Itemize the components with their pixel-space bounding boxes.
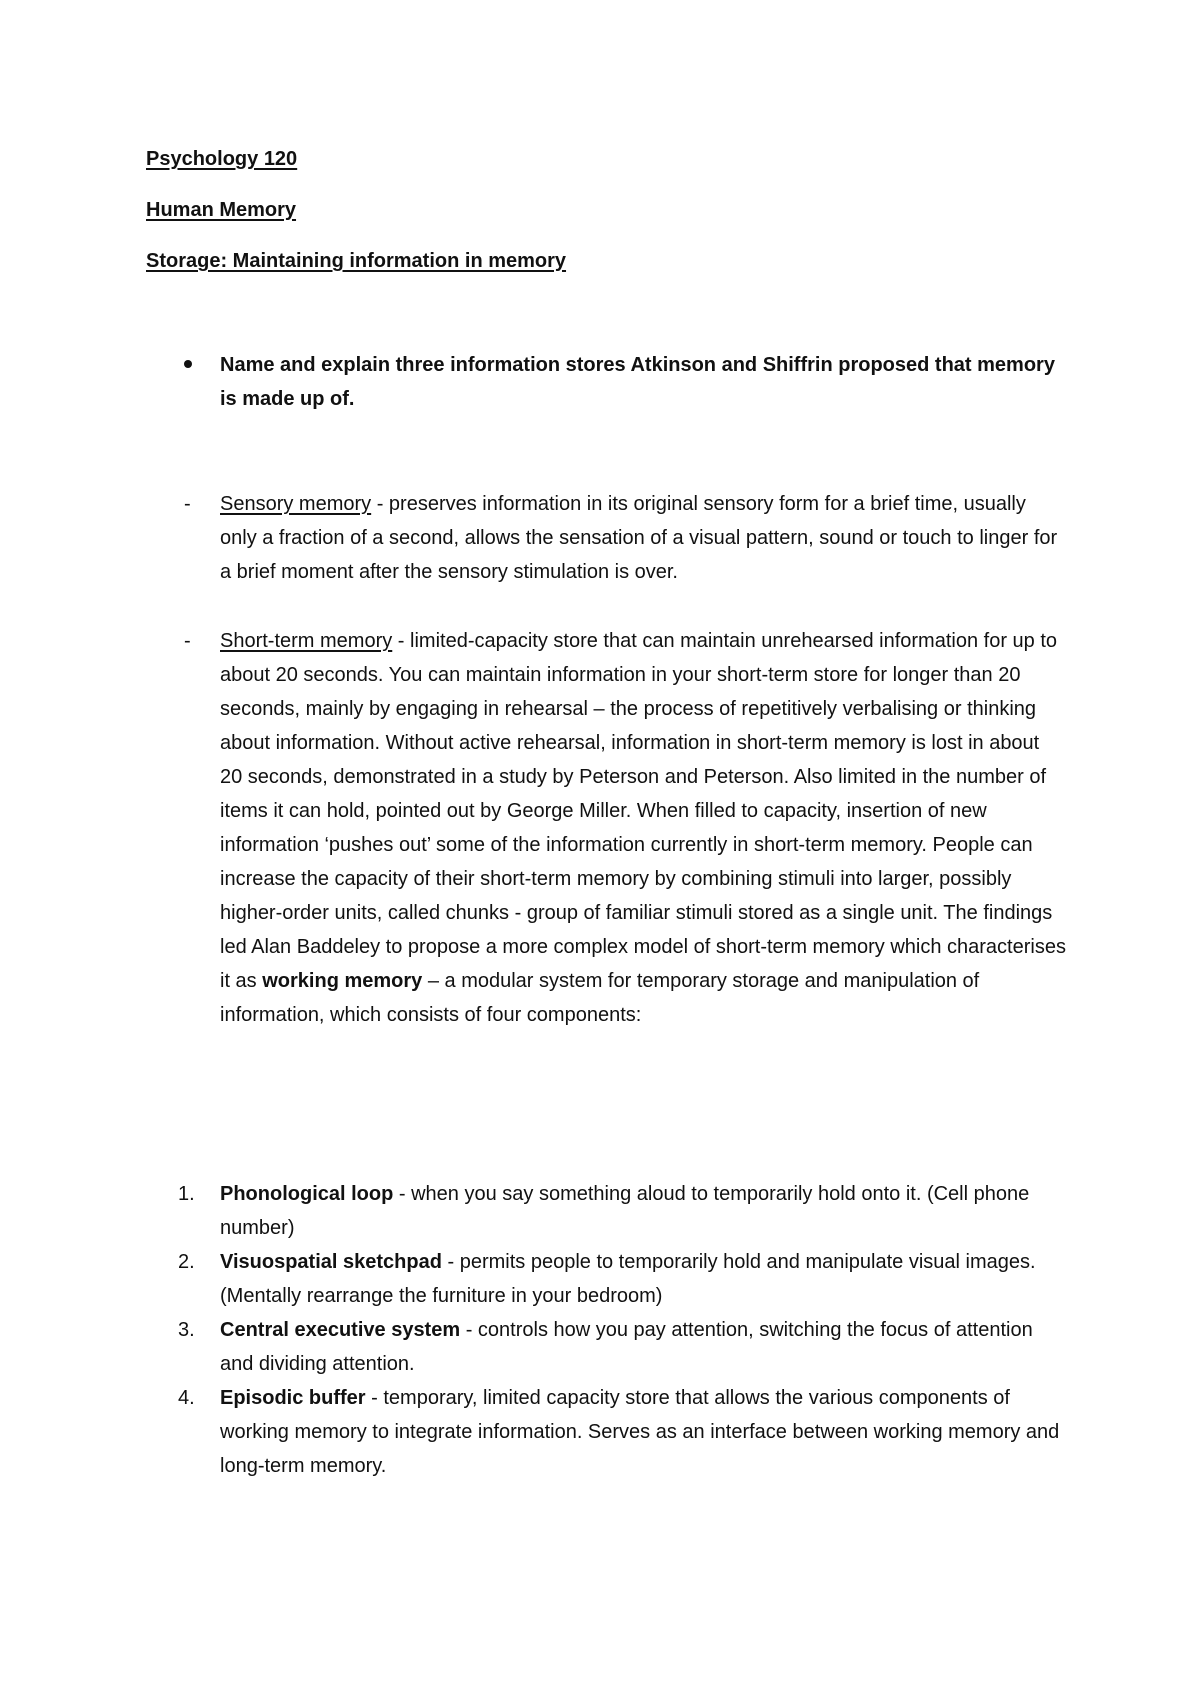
- list-number: 3.: [178, 1319, 195, 1341]
- component-text: - temporary, limited capacity store that allows the various components of working memory to integrate information. Serves as an interface between working memory and long-term memory.: [220, 1387, 1060, 1477]
- question-text: Name and explain three information stores Atkinson and Shiffrin proposed that memory is made up of.: [220, 354, 1055, 410]
- component-description: [220, 1177, 1066, 1245]
- component-text: - controls how you pay attention, switching the focus of attention and dividing attention.: [220, 1319, 1033, 1375]
- store-term: Short-term memory: [220, 630, 393, 652]
- working-memory-term: working memory: [262, 970, 423, 992]
- component-description: [220, 1245, 1066, 1313]
- component-description: [220, 1381, 1066, 1483]
- component-term: Episodic buffer: [220, 1387, 366, 1409]
- list-number: 4.: [178, 1387, 195, 1409]
- component-text: - permits people to temporarily hold and manipulate visual images. (Mentally rearrange the furniture in your bedroom): [220, 1251, 1036, 1307]
- component-text: - when you say something aloud to temporarily hold onto it. (Cell phone number): [220, 1183, 1030, 1239]
- store-text: - limited-capacity store that can maintain unrehearsed information for up to about 20 seconds. You can maintain information in your short-term store for longer than 20 seconds, mainly by engaging in rehearsal – the process of repetitively verbalising or thinking about information. Without active rehearsal, information in short-term memory is lost in about 20 seconds, demonstrated in a study by Peterson and Peterson. Also limited in the number of items it can hold, pointed out by George Miller. When filled to capacity, insertion of new information ‘pushes out’ some of the information currently in short-term memory. People can increase the capacity of their short-term memory by combining stimuli into larger, possibly higher-order units, called chunks - group of familiar stimuli stored as a single unit. The findings led Alan Baddeley to propose a more complex model of short-term memory which characterises it as: [220, 630, 1066, 992]
- section-title: Storage: Maintaining information in memory: [146, 250, 567, 272]
- component-term: Central executive system: [220, 1319, 461, 1341]
- store-text-continued: – a modular system for temporary storage and manipulation of information, which consists of four components:: [220, 970, 980, 1026]
- bullet-icon: [184, 360, 192, 368]
- course-title: Psychology 120: [146, 148, 298, 170]
- store-description: [220, 487, 1066, 589]
- dash-marker: -: [184, 630, 191, 652]
- dash-marker: -: [184, 493, 191, 515]
- list-number: 2.: [178, 1251, 195, 1273]
- list-number: 1.: [178, 1183, 195, 1205]
- store-term: Sensory memory: [220, 493, 372, 515]
- component-term: Visuospatial sketchpad: [220, 1251, 442, 1273]
- topic-title: Human Memory: [146, 199, 297, 221]
- component-term: Phonological loop: [220, 1183, 394, 1205]
- store-description: [220, 624, 1066, 1032]
- component-description: [220, 1313, 1066, 1381]
- store-text: - preserves information in its original sensory form for a brief time, usually only a fraction of a second, allows the sensation of a visual pattern, sound or touch to linger for a brief moment after the sensory stimulation is over.: [220, 493, 1058, 583]
